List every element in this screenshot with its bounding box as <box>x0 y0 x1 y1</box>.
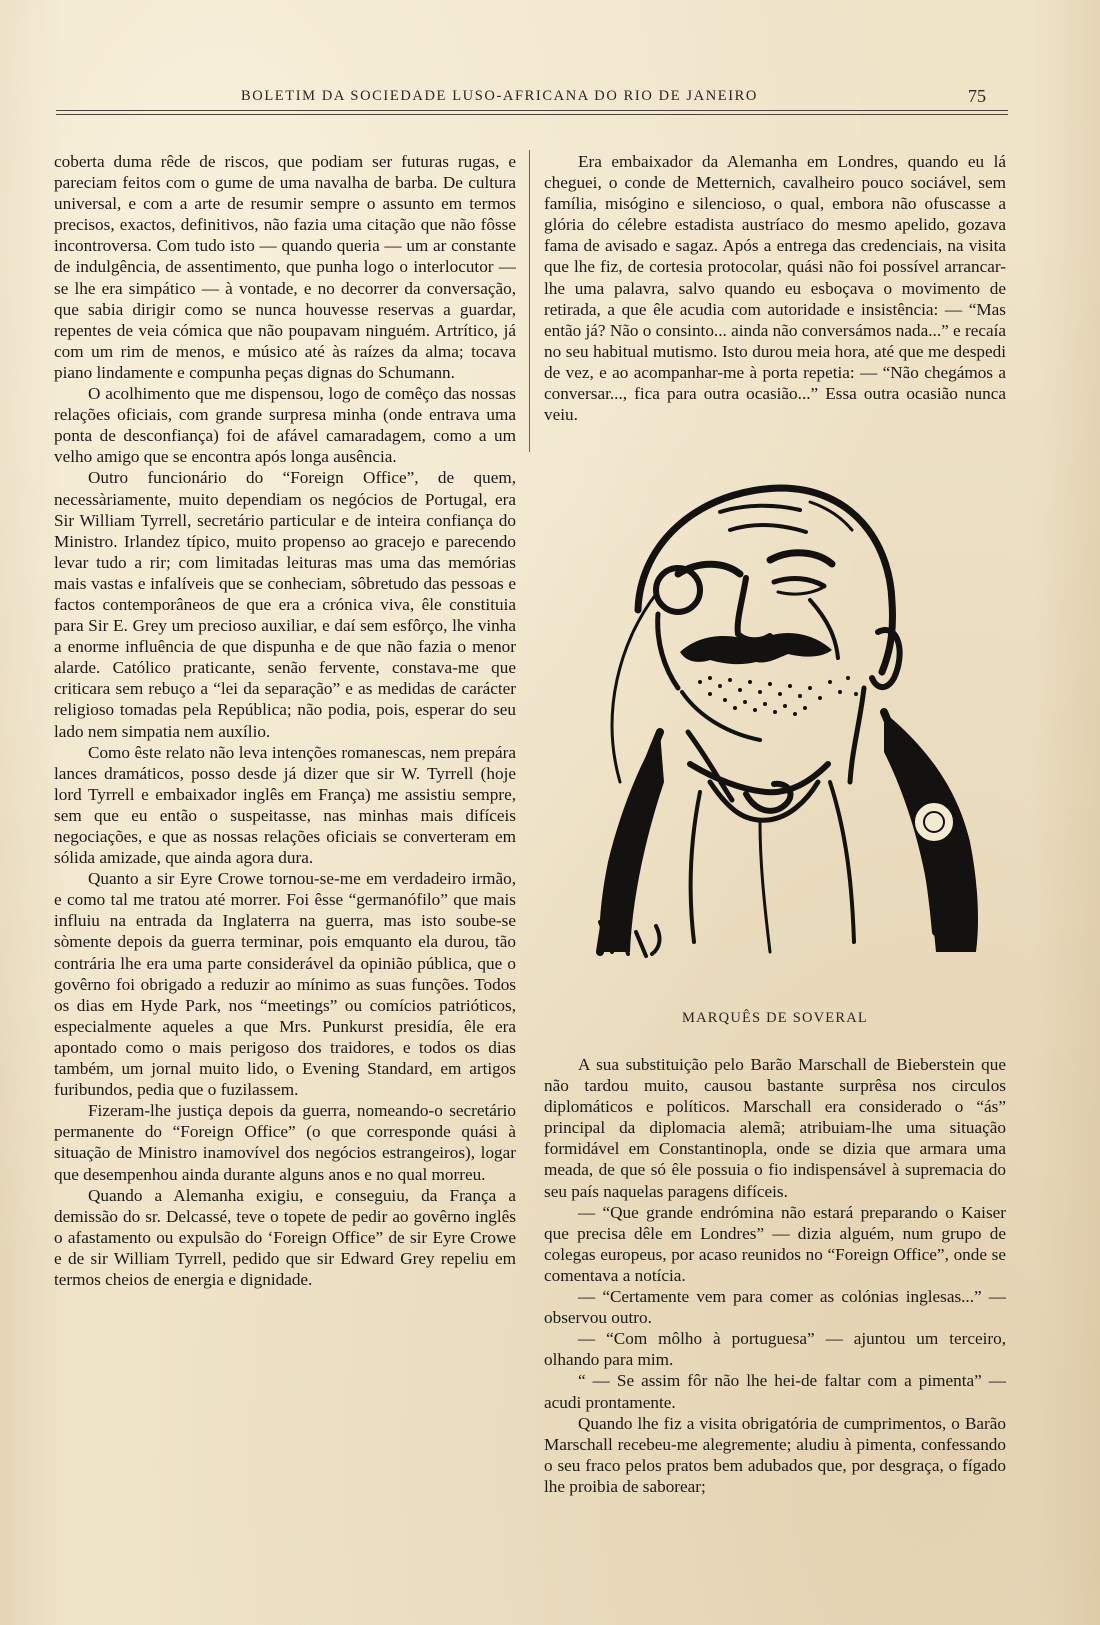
paragraph: Quanto a sir Eyre Crowe tornou-se-me em verdadeiro irmão, e como tal me tratou até morrer. Foi êsse “germanófilo” que mais influiu na entrada da Inglaterra na guerra, mas isto soube-se sòmente depois da guerra terminar, pois emquanto ela durou, tão contrária lhe era uma parte considerável da opinião pública, que o govêrno foi obrigado a reduzir ao mínimo as suas funções. Todos os dias em Hyde Park, nos “meetings” ou comícios patrióticos, especialmente aqueles a que Mrs. Punkurst presidía, êle era apontado como o mais perigoso dos traidores, e todos os dias também, um jornal muito lido, o Evening Standard, em artigos furibundos, pedia que o fuzilassem. <box>54 869 516 1100</box>
paragraph: Outro funcionário do “Foreign Office”, de quem, necessàriamente, muito dependiam os negócios de Portugal, era Sir William Tyrrell, secretário particular e de inteira confiança do Ministro. Irlandez típico, muito propenso ao gracejo e parecendo levar tudo a rir; com limitadas leituras mas uma das memórias mais vastas e infalíveis que se conheciam, sôbretudo das pessoas e factos contemporâneos de que era a crónica viva, êle constituia para Sir E. Grey um precioso auxiliar, e daí sem esfôrço, lhe vinha a enorme influência de que dispunha e de que não fazia o menor alarde. Católico praticante, senão fervente, constava-me que criticara sem rebuço a “lei da separação” e as medidas de carácter religioso tomadas pela República; não podia, pois, esperar do seu lado nem simpatia nem auxílio. <box>54 468 516 741</box>
right-column-top <box>544 151 1006 425</box>
paragraph: — “Certamente vem para comer as colónias inglesas...” — observou outro. <box>544 1287 1006 1328</box>
running-head: BOLETIM DA SOCIEDADE LUSO-AFRICANA DO RIO DE JANEIRO <box>241 88 758 104</box>
paragraph: — “Que grande endrómina não estará preparando o Kaiser que precisa dêle em Londres” — dizia alguém, num grupo de colegas europeus, por acaso reunidos no “Foreign Office”, onde se comentava a notícia. <box>544 1202 1006 1285</box>
paragraph: Era embaixador da Alemanha em Londres, quando eu lá cheguei, o conde de Metternich, cavalheiro pouco sociável, sem família, misógino e silencioso, o qual, embora não ofuscasse a glória do célebre estadista austríaco do mesmo apelido, gozava fama de avisado e sagaz. Após a entrega das credenciais, na visita que lhe fiz, de cortesia protocolar, quási não foi possível arrancar-lhe uma palavra, salvo quando eu esboçava o movimento de retirada, a que êle acudia com autoridade e insistência: — “Mas então já? Não o consinto... ainda não conversámos nada...” e recaía no seu habitual mutismo. Isto durou meia hora, até que me despedi de vez, e ao acompanhar-me à porta repetia: — “Não chegámos a conversar..., fica para outra ocasião...” Essa outra ocasião nunca veiu. <box>544 152 1006 425</box>
paragraph: Quando lhe fiz a visita obrigatória de cumprimentos, o Barão Marschall recebeu-me alegremente; aludiu à pimenta, confessando o seu fraco pelos pratos bem adubados que, por desgraça, o fígado lhe proibia de saborear; <box>544 1413 1006 1496</box>
paragraph: coberta duma rêde de riscos, que podiam ser futuras rugas, e pareciam feitos com o gume de uma navalha de barba. De cultura universal, e com a arte de resumir sempre o assunto em termos precisos, exactos, definitivos, não fazia uma citação que não fôsse incontroversa. Com tudo isto — quando queria — um ar constante de indulgência, de assentimento, que punha logo o interlocutor — se lhe era simpático — à vontade, e no decorrer da conversação, que sabia dirigir como se nunca houvesse reservas a guardar, repentes de veia cómica que não poupavam ninguém. Artrítico, já com um rim de menos, e músico até às raízes da alma; tocava piano lindamente e compunha peças dignas do Schumann. <box>54 152 516 382</box>
paragraph: O acolhimento que me dispensou, logo de comêço das nossas relações oficiais, com grande surpresa minha (onde entrava uma ponta de desconfiança) foi de afável camaradagem, como a um velho amigo que se encontra após longa ausência. <box>54 384 516 467</box>
paragraph: Como êste relato não leva intenções romanescas, nem prepára lances dramáticos, posso desde já dizer que sir W. Tyrrell (hoje lord Tyrrell e embaixador inglês em França) me assistiu sempre, sem que eu então o suspeitasse, nas minhas mais difíceis negociações, e que as nossas relações oficiais se converteram em sólida amizade, que ainda agora dura. <box>54 742 516 868</box>
page-number: 75 <box>968 86 986 106</box>
header-rule <box>56 114 1008 115</box>
paragraph: — “Com môlho à portuguesa” — ajuntou um terceiro, olhando para mim. <box>544 1329 1006 1370</box>
paragraph: “ — Se assim fôr não lhe hei-de faltar com a pimenta” — acudi prontamente. <box>544 1371 1006 1412</box>
column-divider <box>529 150 530 452</box>
paragraph: A sua substituição pelo Barão Marschall de Bieberstein que não tardou muito, causou bastante surprêsa nos circulos diplomáticos e políticos. Marschall era considerado o “ás” principal da diplomacia alemã; atribuiam-lhe uma situação formidável em Constantinopla, onde se dizia que armara uma meada, de que só êle possuia o fio indispensável à supremacia do seu país naquelas paragens difíceis. <box>544 1055 1006 1201</box>
header-rule <box>56 110 1008 111</box>
paragraph: Fizeram-lhe justiça depois da guerra, nomeando-o secretário permanente do “Foreign Office” (o que corresponde quási à situação de Ministro inamovível dos negócios estrangeiros), logar que desempenhou ainda durante alguns anos e no qual morreu. <box>54 1101 516 1184</box>
illustration-caption: MARQUÊS DE SOVERAL <box>682 1010 868 1026</box>
page-header <box>56 86 1006 116</box>
caricature-illustration <box>560 482 990 992</box>
caricature-portrait-icon <box>560 482 990 992</box>
paragraph: Quando a Alemanha exigiu, e conseguiu, da França a demissão do sr. Delcassé, teve o topete de pedir ao govêrno inglês o afastamento ou expulsão do ‘Foreign Office” de sir Eyre Crowe e de sir William Tyrrell, pedido que sir Edward Grey repeliu em termos cheios de energia e dignidade. <box>54 1185 516 1289</box>
right-column-bottom <box>544 1054 1006 1497</box>
left-column <box>54 151 516 1290</box>
